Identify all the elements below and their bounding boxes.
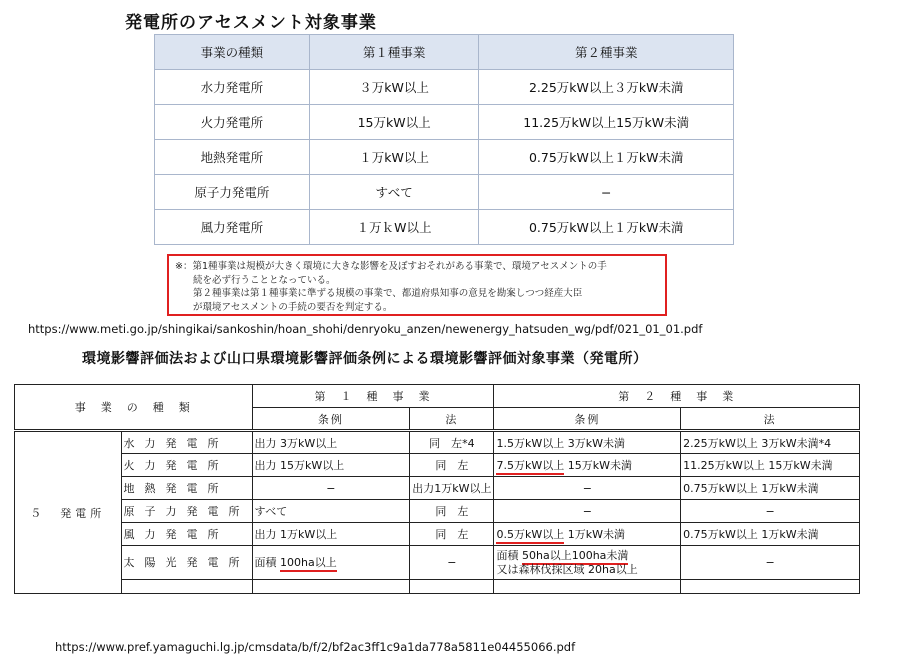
yamaguchi-t2-hou-cell: 0.75万kW以上 1万kW未満 [681, 523, 860, 546]
yamaguchi-t2-hou-cell: 0.75万kW以上 1万kW未満 [681, 477, 860, 500]
meti-cell-type2: 0.75万kW以上１万kW未満 [479, 140, 734, 175]
table-row-cut-off [15, 580, 860, 594]
yamaguchi-section-title: 環境影響評価法および山口県環境影響評価条例による環境影響評価対象事業（発電所） [82, 351, 648, 367]
yamaguchi-header-kind: 事 業 の 種 類 [15, 385, 253, 431]
table-row [15, 454, 860, 477]
yamaguchi-source-url[interactable]: https://www.pref.yamaguchi.lg.jp/cmsdata/b/f/2/bf2ac3ff1c9a1da778a5811e04455066.pdf [55, 640, 576, 654]
footnote-line: ※：第1種事業は規模が大きく環境に大きな影響を及ぼすおそれがある事業で、環境アセスメントの手 [175, 261, 607, 272]
yamaguchi-t1-hou-cell: 同 左 [410, 500, 494, 523]
meti-cell-kind: 地熱発電所 [155, 140, 310, 175]
table-row [15, 477, 860, 500]
yamaguchi-header-row [15, 385, 860, 408]
yamaguchi-t1-jourei-cell: − [252, 477, 410, 500]
threshold-rest: 1万kW未満 [564, 528, 625, 541]
meti-header-type1: 第１種事業 [309, 35, 479, 70]
table-row [155, 70, 734, 105]
yamaguchi-t1-jourei-cell: 出力 3万kW以上 [252, 431, 410, 454]
footnote-line: 第２種事業は第１種事業に準ずる規模の事業で、都道府県知事の意見を勘案しつつ経産大臣 [193, 288, 583, 299]
yamaguchi-t1-hou-cell: 出力1万kW以上 [410, 477, 494, 500]
yamaguchi-t2-hou-cell: 2.25万kW以上 3万kW未満*4 [681, 431, 860, 454]
solar-t2-line1 [496, 549, 678, 563]
yamaguchi-t2-hou-cell: − [681, 546, 860, 580]
subheader-type1-hou: 法 [410, 408, 494, 431]
meti-cell-type2: 11.25万kW以上15万kW未満 [479, 105, 734, 140]
meti-source-url[interactable]: https://www.meti.go.jp/shingikai/sankoshin/hoan_shohi/denryoku_anzen/newenergy_hatsuden_wg/pdf/021_01_01.pdf [28, 322, 703, 336]
yamaguchi-kind-cell: 原子力発電所 [121, 500, 252, 523]
table-row [15, 523, 860, 546]
meti-cell-type1: すべて [309, 175, 479, 210]
yamaguchi-t1-jourei-cell: 出力 15万kW以上 [252, 454, 410, 477]
underlined-threshold: 0.5万kW以上 [496, 528, 564, 544]
yamaguchi-kind-cell: 太陽光発電所 [121, 546, 252, 580]
yamaguchi-t2-jourei-cell: − [494, 500, 681, 523]
solar-t2-line2: 又は森林伐採区域 20ha以上 [496, 562, 638, 576]
meti-assessment-table [154, 34, 734, 245]
meti-table-header-row [155, 35, 734, 70]
underlined-threshold: 100ha以上 [280, 556, 337, 572]
yamaguchi-t1-jourei-cell: すべて [252, 500, 410, 523]
cut-off-cell [681, 580, 860, 594]
yamaguchi-header-type1: 第 １ 種 事 業 [252, 385, 494, 408]
yamaguchi-t2-hou-cell: 11.25万kW以上 15万kW未満 [681, 454, 860, 477]
meti-cell-kind: 原子力発電所 [155, 175, 310, 210]
meti-cell-kind: 風力発電所 [155, 210, 310, 245]
yamaguchi-t1-hou-cell: 同 左 [410, 454, 494, 477]
meti-cell-type2: 2.25万kW以上３万kW未満 [479, 70, 734, 105]
solar-prefix: 面積 [496, 548, 522, 562]
yamaguchi-table-wrapper [14, 384, 862, 636]
footnote-line: 続を必ず行うこととなっている。 [193, 274, 336, 286]
cut-off-cell [410, 580, 494, 594]
yamaguchi-kind-cell: 水力発電所 [121, 431, 252, 454]
yamaguchi-t1-hou-cell: − [410, 546, 494, 580]
table-row [155, 140, 734, 175]
meti-footnote-box [167, 254, 667, 316]
yamaguchi-t2-jourei-cell: − [494, 477, 681, 500]
table-row [15, 546, 860, 580]
meti-cell-kind: 火力発電所 [155, 105, 310, 140]
meti-header-type2: 第２種事業 [479, 35, 734, 70]
yamaguchi-t2-jourei-cell [494, 546, 681, 580]
meti-header-kind: 事業の種類 [155, 35, 310, 70]
yamaguchi-t2-jourei-cell [494, 454, 681, 477]
yamaguchi-t2-jourei-cell [494, 523, 681, 546]
table-row [15, 431, 860, 454]
yamaguchi-kind-cell: 火力発電所 [121, 454, 252, 477]
cut-off-cell [121, 580, 252, 594]
solar-prefix: 面積 [254, 555, 281, 569]
cut-off-cell [252, 580, 410, 594]
yamaguchi-t2-jourei-cell: 1.5万kW以上 3万kW未満 [494, 431, 681, 454]
yamaguchi-header-type2: 第 ２ 種 事 業 [494, 385, 860, 408]
footnote-line: が環境アセスメントの手続の要否を判定する。 [193, 301, 393, 313]
yamaguchi-t1-hou-cell: 同 左*4 [410, 431, 494, 454]
meti-section-title: 発電所のアセスメント対象事業 [125, 13, 377, 33]
underlined-threshold: 50ha以上100ha未満 [522, 549, 628, 565]
table-row [155, 105, 734, 140]
meti-cell-type1: 15万kW以上 [309, 105, 479, 140]
yamaguchi-category-cell: ５ 発電所 [15, 431, 122, 594]
threshold-rest: 15万kW未満 [564, 459, 632, 472]
yamaguchi-t1-hou-cell: 同 左 [410, 523, 494, 546]
yamaguchi-t2-hou-cell: − [681, 500, 860, 523]
yamaguchi-t1-jourei-cell [252, 546, 410, 580]
table-row [155, 210, 734, 245]
subheader-type2-hou: 法 [681, 408, 860, 431]
table-row [155, 175, 734, 210]
meti-cell-type1: １万kW以上 [309, 140, 479, 175]
meti-cell-type2: − [479, 175, 734, 210]
meti-cell-type1: １万ｋW以上 [309, 210, 479, 245]
subheader-type1-jourei: 条例 [252, 408, 410, 431]
subheader-type2-jourei: 条例 [494, 408, 681, 431]
table-row [15, 500, 860, 523]
yamaguchi-t1-jourei-cell: 出力 1万kW以上 [252, 523, 410, 546]
meti-cell-kind: 水力発電所 [155, 70, 310, 105]
cut-off-cell [494, 580, 681, 594]
underlined-threshold: 7.5万kW以上 [496, 459, 564, 475]
meti-cell-type2: 0.75万kW以上１万kW未満 [479, 210, 734, 245]
meti-cell-type1: ３万kW以上 [309, 70, 479, 105]
yamaguchi-assessment-table [14, 384, 860, 594]
yamaguchi-kind-cell: 地熱発電所 [121, 477, 252, 500]
yamaguchi-kind-cell: 風力発電所 [121, 523, 252, 546]
